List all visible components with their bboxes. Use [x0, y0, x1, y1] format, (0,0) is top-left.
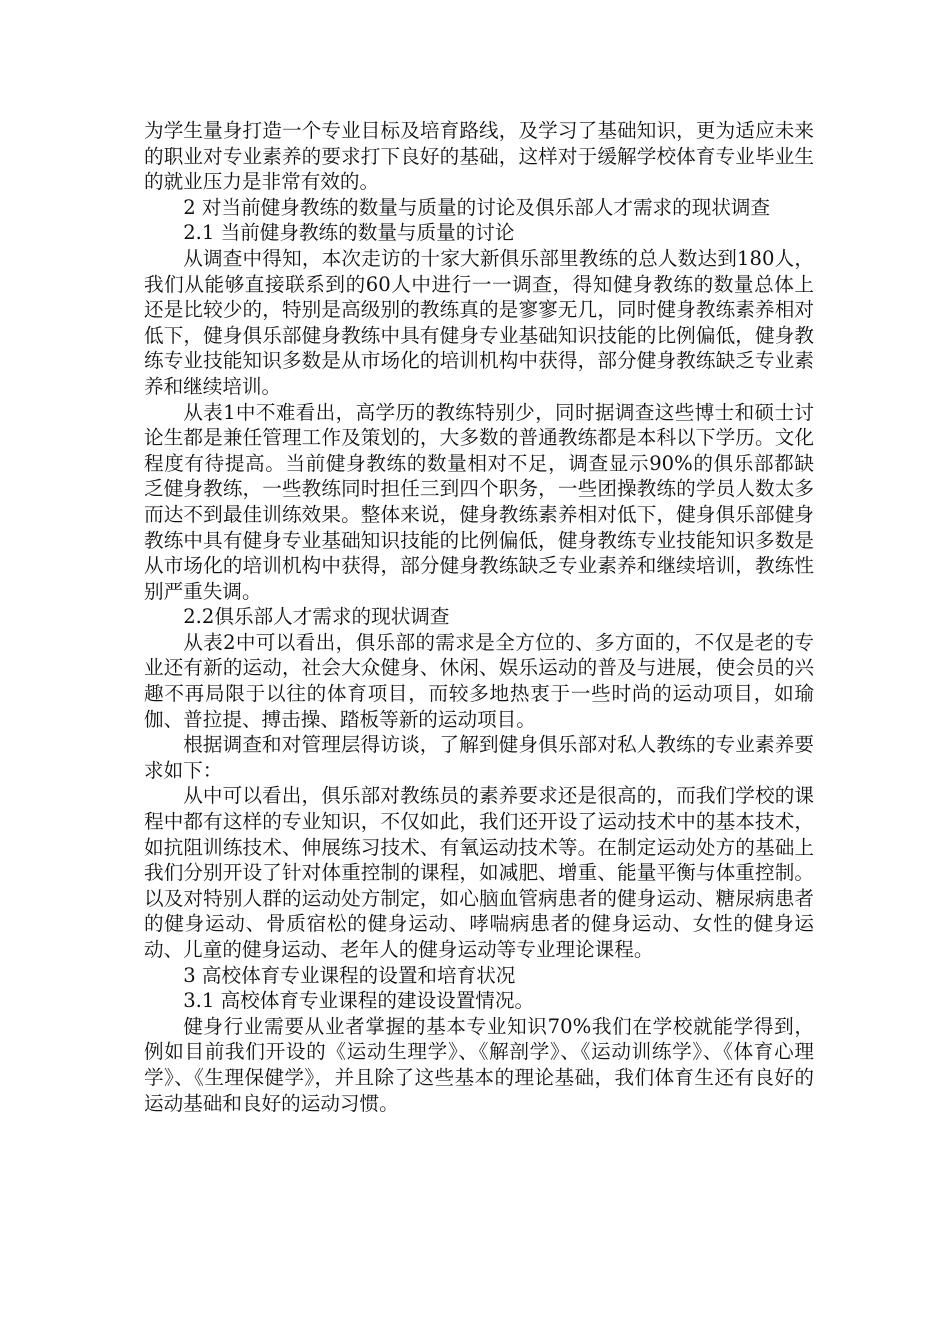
paragraph: 根据调查和对管理层得访谈，了解到健身俱乐部对私人教练的专业素养要求如下：	[144, 733, 814, 782]
subsection-heading-3-1: 3.1 高校体育专业课程的建设设置情况。	[183, 989, 535, 1013]
subsection-heading-2-1: 2.1 当前健身教练的数量与质量的讨论	[183, 221, 515, 245]
section-heading-3: 3 高校体育专业课程的设置和培育状况	[183, 963, 516, 987]
section-heading-2: 2 对当前健身教练的数量与质量的讨论及俱乐部人才需求的现状调查	[183, 195, 771, 219]
subsection-heading-2-2: 2.2俱乐部人才需求的现状调查	[183, 605, 450, 629]
paragraph: 从中可以看出，俱乐部对教练员的素养要求还是很高的，而我们学校的课程中都有这样的专业知识，不仅如此，我们还开设了运动技术中的基本技术，如抗阻训练技术、伸展练习技术、有氧运动技术等。在制定运动处方的基础上我们分别开设了针对体重控制的课程，如减肥、增重、能量平衡与体重控制。以及对特别人群的运动处方制定，如心脑血管病患者的健身运动、糖尿病患者的健身运动、骨质宿松的健身运动、哮喘病患者的健身运动、女性的健身运动、儿童的健身运动、老年人的健身运动等专业理论课程。	[144, 784, 814, 961]
paragraph: 从表1中不难看出，高学历的教练特别少，同时据调查这些博士和硕士讨论生都是兼任管理工作及策划的，大多数的普通教练都是本科以下学历。文化程度有待提高。当前健身教练的数量相对不足，调查显示90%的俱乐部都缺乏健身教练，一些教练同时担任三到四个职务，一些团操教练的学员人数太多而达不到最佳训练效果。整体来说，健身教练素养相对低下，健身俱乐部健身教练中具有健身专业基础知识技能的比例偏低，健身教练专业技能知识多数是从市场化的培训机构中获得，部分健身教练缺乏专业素养和继续培训，教练性别严重失调。	[144, 400, 814, 603]
paragraph: 健身行业需要从业者掌握的基本专业知识70%我们在学校就能学得到，例如目前我们开设的《运动生理学》、《解剖学》、《运动训练学》、《体育心理学》、《生理保健学》，并且除了这些基本的理论基础，我们体育生还有良好的运动基础和良好的运动习惯。	[144, 1014, 814, 1115]
paragraph: 从表2中可以看出，俱乐部的需求是全方位的、多方面的，不仅是老的专业还有新的运动，社会大众健身、休闲、娱乐运动的普及与进展，使会员的兴趣不再局限于以往的体育项目，而较多地热衷于一些时尚的运动项目，如瑜伽、普拉提、搏击操、踏板等新的运动项目。	[144, 630, 814, 731]
document-body	[144, 118, 814, 1116]
paragraph-continuation: 为学生量身打造一个专业目标及培育路线，及学习了基础知识，更为适应未来的职业对专业素养的要求打下良好的基础，这样对于缓解学校体育专业毕业生的就业压力是非常有效的。	[144, 119, 814, 194]
paragraph: 从调查中得知，本次走访的十家大新俱乐部里教练的总人数达到180人，我们从能够直接联系到的60人中进行一一调查，得知健身教练的数量总体上还是比较少的，特别是高级别的教练真的是寥寥无几，同时健身教练素养相对低下，健身俱乐部健身教练中具有健身专业基础知识技能的比例偏低，健身教练专业技能知识多数是从市场化的培训机构中获得，部分健身教练缺乏专业素养和继续培训。	[144, 246, 814, 398]
